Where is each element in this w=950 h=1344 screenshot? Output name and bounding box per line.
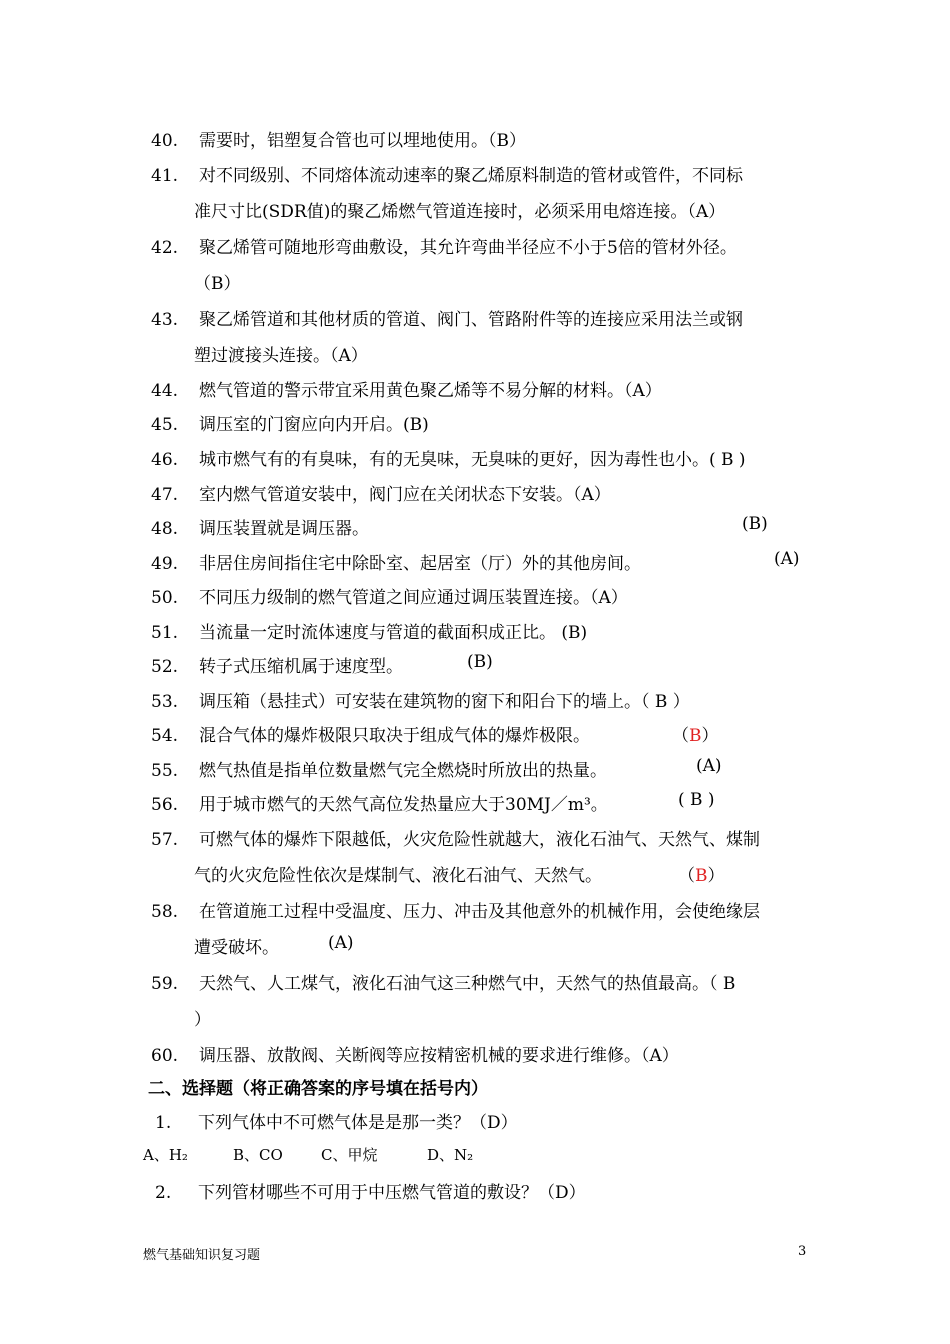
question-number: 42.	[151, 238, 179, 258]
question-42-continuation: （B）	[194, 274, 241, 294]
question-text: 用于城市燃气的天然气高位发热量应大于30MJ／m³。	[199, 795, 608, 815]
question-text: 当流量一定时流体速度与管道的截面积成正比。 (B)	[199, 623, 588, 643]
question-number: 2.	[155, 1183, 172, 1203]
question-number: 54.	[151, 726, 179, 746]
question-number: 43.	[151, 310, 179, 330]
question-57-continuation: 气的火灾危险性依次是煤制气、液化石油气、天然气。	[194, 866, 602, 886]
question-56	[151, 790, 608, 815]
question-number: 40.	[151, 131, 179, 151]
answer-letter: B	[695, 866, 708, 886]
question-number: 59.	[151, 974, 179, 994]
question-number: 50.	[151, 588, 179, 608]
question-text: 不同压力级制的燃气管道之间应通过调压装置连接。（A）	[199, 588, 628, 608]
question-number: 51.	[151, 623, 179, 643]
question-text: 室内燃气管道安装中，阀门应在关闭状态下安装。（A）	[199, 485, 611, 505]
question-number: 45.	[151, 415, 179, 435]
answer-close-paren: ）	[707, 866, 725, 886]
question-43-continuation: 塑过渡接头连接。（A）	[194, 346, 368, 366]
question-text: 下列气体中不可燃气体是是那一类？（D）	[198, 1113, 518, 1133]
option-c: C、甲烷	[321, 1146, 378, 1164]
question-text: 调压装置就是调压器。	[199, 519, 369, 539]
question-56-answer: ( B )	[678, 790, 715, 810]
question-number: 60.	[151, 1046, 179, 1066]
answer-open-paren: （	[678, 866, 695, 886]
question-text: 混合气体的爆炸极限只取决于组成气体的爆炸极限。	[199, 726, 590, 746]
question-number: 55.	[151, 761, 179, 781]
question-55-answer: (A)	[696, 756, 722, 776]
question-text: 对不同级别、不同熔体流动速率的聚乙烯原料制造的管材或管件，不同标	[199, 166, 743, 186]
question-text: 城市燃气有的有臭味，有的无臭味，无臭味的更好，因为毒性也小。( B )	[199, 450, 746, 470]
option-a: A、H₂	[143, 1146, 188, 1164]
question-58	[151, 897, 760, 922]
question-text: 下列管材哪些不可用于中压燃气管道的敷设？（D）	[198, 1183, 586, 1203]
footer-title: 燃气基础知识复习题	[143, 1248, 261, 1263]
answer-close-paren: ）	[701, 726, 719, 746]
question-number: 58.	[151, 902, 179, 922]
question-59	[151, 969, 735, 994]
question-number: 56.	[151, 795, 179, 815]
question-44	[151, 376, 662, 401]
question-40	[151, 126, 526, 151]
answer-open-paren: （	[672, 726, 689, 746]
section-heading: 二、选择题（将正确答案的序号填在括号内）	[148, 1079, 488, 1099]
question-text: 调压器、放散阀、关断阀等应按精密机械的要求进行维修。（A）	[199, 1046, 679, 1066]
question-text: 可燃气体的爆炸下限越低，火灾危险性就越大，液化石油气、天然气、煤制	[199, 830, 760, 850]
question-text: 调压室的门窗应向内开启。(B)	[199, 415, 429, 435]
question-number: 48.	[151, 519, 179, 539]
question-number: 46.	[151, 450, 179, 470]
question-51	[151, 618, 587, 643]
question-number: 41.	[151, 166, 179, 186]
question-41-continuation: 准尺寸比(SDR值)的聚乙烯燃气管道连接时，必须采用电熔连接。（A）	[194, 202, 726, 222]
question-47	[151, 480, 611, 505]
question-text: 燃气热值是指单位数量燃气完全燃烧时所放出的热量。	[199, 761, 607, 781]
option-d: D、N₂	[427, 1146, 474, 1164]
question-57-answer	[678, 861, 725, 886]
question-number: 44.	[151, 381, 179, 401]
question-text: 调压箱（悬挂式）可安装在建筑物的窗下和阳台下的墙上。（ B ）	[199, 692, 690, 712]
question-54-answer	[672, 721, 719, 746]
answer-options	[143, 1144, 473, 1165]
question-text: 燃气管道的警示带宜采用黄色聚乙烯等不易分解的材料。（A）	[199, 381, 662, 401]
question-number: 47.	[151, 485, 179, 505]
question-text: 聚乙烯管可随地形弯曲敷设，其允许弯曲半径应不小于5倍的管材外径。	[199, 238, 737, 258]
question-57	[151, 825, 760, 850]
choice-question-2	[155, 1178, 586, 1203]
question-text: 天然气、人工煤气，液化石油气这三种燃气中，天然气的热值最高。（ B	[199, 974, 736, 994]
question-49-answer: (A)	[774, 549, 800, 569]
question-text: 非居住房间指住宅中除卧室、起居室（厅）外的其他房间。	[199, 554, 641, 574]
question-46	[151, 445, 746, 470]
question-text: 在管道施工过程中受温度、压力、冲击及其他意外的机械作用，会使绝缘层	[199, 902, 760, 922]
question-58-answer: (A)	[328, 933, 354, 953]
question-text: 聚乙烯管道和其他材质的管道、阀门、管路附件等的连接应采用法兰或钢	[199, 310, 743, 330]
question-number: 49.	[151, 554, 179, 574]
question-text: 需要时，铝塑复合管也可以埋地使用。（B）	[199, 131, 526, 151]
page-number: 3	[798, 1244, 807, 1259]
question-53	[151, 687, 690, 712]
question-number: 57.	[151, 830, 179, 850]
question-number: 1.	[155, 1113, 172, 1133]
question-45	[151, 410, 429, 435]
question-50	[151, 583, 628, 608]
question-49	[151, 549, 641, 574]
question-54	[151, 721, 590, 746]
question-42	[151, 233, 737, 258]
question-52-answer: (B)	[467, 652, 493, 672]
question-48-answer: (B)	[742, 514, 768, 534]
question-43	[151, 305, 743, 330]
question-number: 52.	[151, 657, 179, 677]
question-58-continuation: 遭受破坏。	[194, 938, 279, 958]
question-48	[151, 514, 369, 539]
question-59-continuation: ）	[194, 1010, 211, 1030]
question-55	[151, 756, 607, 781]
question-text: 转子式压缩机属于速度型。	[199, 657, 403, 677]
choice-question-1	[155, 1108, 518, 1133]
answer-letter: B	[689, 726, 702, 746]
question-52	[151, 652, 403, 677]
option-b: B、CO	[233, 1146, 283, 1164]
question-number: 53.	[151, 692, 179, 712]
question-60	[151, 1041, 679, 1066]
question-41	[151, 161, 743, 186]
